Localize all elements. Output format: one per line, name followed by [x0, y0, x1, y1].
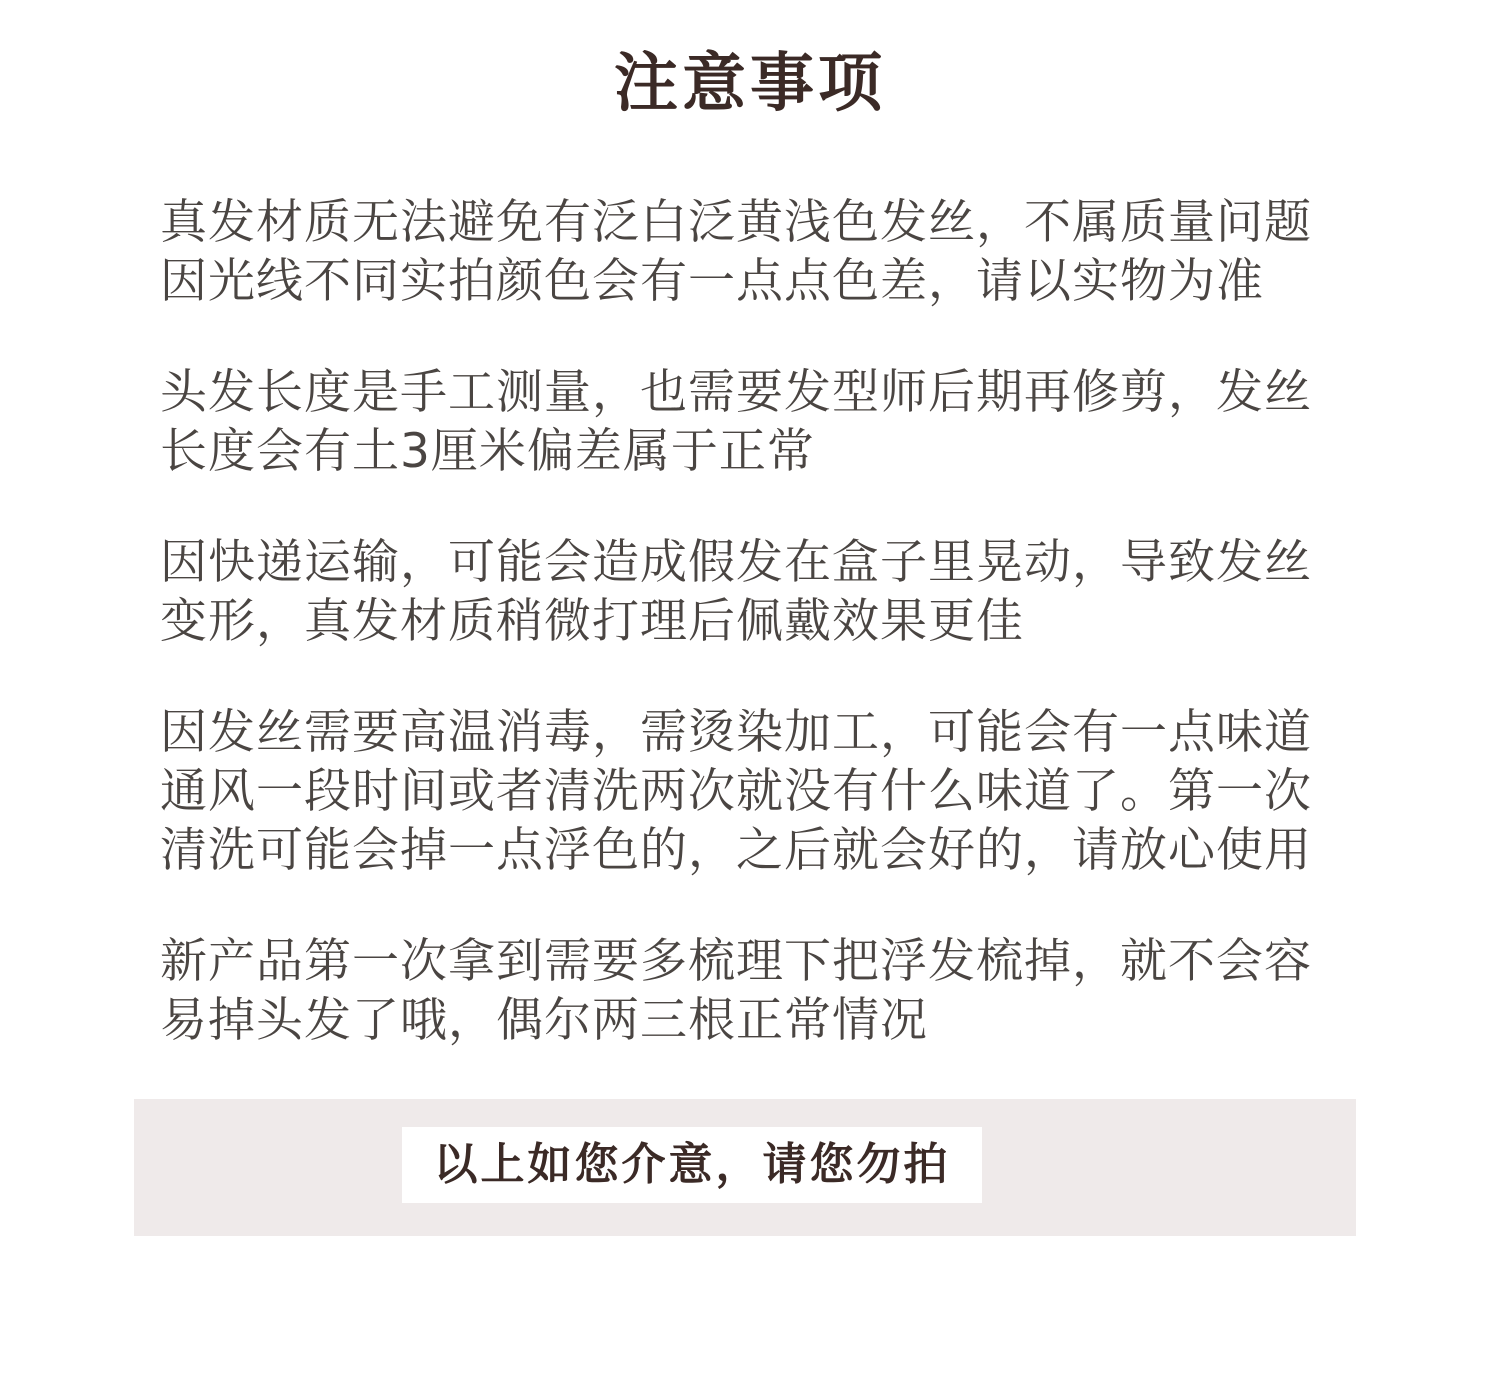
note-2: [160, 363, 1355, 481]
notice-banner: [134, 1099, 1356, 1236]
note-2-line-1: 头发长度是手工测量，也需要发型师后期再修剪，发丝: [160, 365, 1312, 420]
note-5-line-2: 易掉头发了哦，偶尔两三根正常情况: [160, 993, 928, 1048]
note-5-line-1: 新产品第一次拿到需要多梳理下把浮发梳掉，就不会容: [160, 934, 1312, 989]
note-4-line-3: 清洗可能会掉一点浮色的，之后就会好的，请放心使用: [160, 823, 1312, 878]
note-3-line-2: 变形，真发材质稍微打理后佩戴效果更佳: [160, 594, 1024, 649]
note-3: [160, 533, 1355, 651]
note-4-line-2: 通风一段时间或者清洗两次就没有什么味道了。第一次: [160, 764, 1312, 819]
notice-box: [402, 1127, 982, 1203]
note-1-line-1: 真发材质无法避免有泛白泛黄浅色发丝，不属质量问题: [160, 195, 1312, 250]
notice-text: 以上如您介意，请您勿拍: [433, 1139, 951, 1190]
note-5: [160, 932, 1355, 1050]
notes-list: [160, 193, 1355, 1102]
note-4: [160, 703, 1355, 880]
note-1: [160, 193, 1355, 311]
note-4-line-1: 因发丝需要高温消毒，需烫染加工，可能会有一点味道: [160, 705, 1312, 760]
note-1-line-2: 因光线不同实拍颜色会有一点点色差，请以实物为准: [160, 254, 1264, 309]
page-title: 注意事项: [614, 47, 886, 121]
note-2-line-2: 长度会有土3厘米偏差属于正常: [160, 424, 815, 479]
note-3-line-1: 因快递运输，可能会造成假发在盒子里晃动，导致发丝: [160, 535, 1312, 590]
